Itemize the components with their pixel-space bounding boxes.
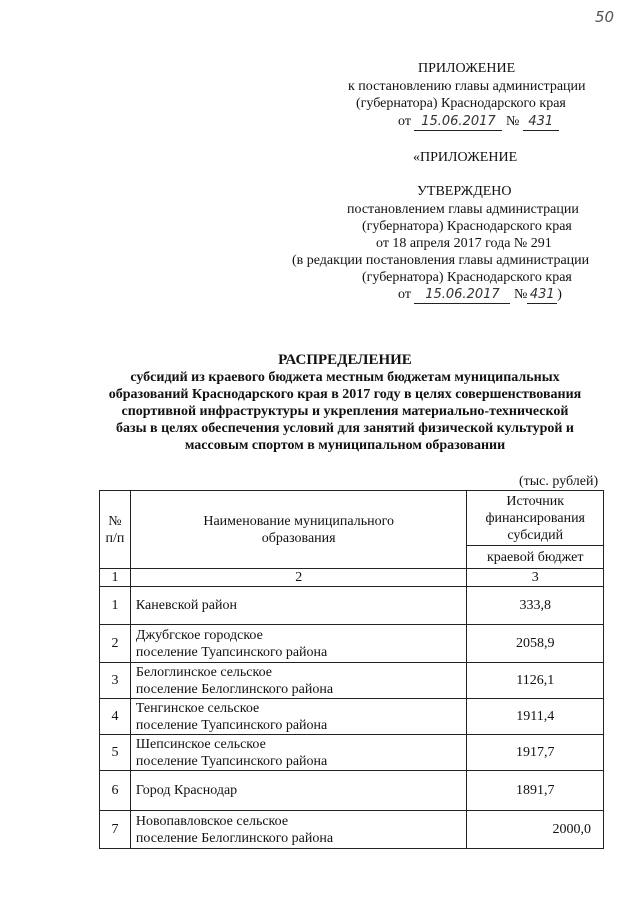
col-header-num: № п/п (100, 491, 131, 569)
table-row (100, 735, 604, 771)
number-sign: № (505, 114, 520, 129)
row-name-line: поселение Белоглинского района (135, 830, 334, 846)
document-title (95, 351, 595, 454)
approved-label: УТВЕРЖДЕНО (417, 184, 512, 199)
row-num: 4 (100, 699, 131, 735)
handwritten-date: 15.06.2017 (421, 114, 496, 129)
approved-line-1: постановлением главы администрации (347, 202, 579, 217)
approved-line-5: (губернатора) Краснодарского края (362, 270, 572, 285)
title-line-2: образований Краснодарского края в 2017 году в целях совершенствования (108, 387, 582, 402)
index-cell: 3 (467, 569, 604, 587)
date-underline (414, 114, 502, 131)
row-value: 333,8 (467, 587, 604, 625)
row-num: 2 (100, 625, 131, 663)
index-cell: 2 (130, 569, 467, 587)
page-number: 50 (595, 8, 615, 26)
row-name-line: поселение Туапсинского района (135, 644, 328, 660)
table-index-row (100, 569, 604, 587)
table-row (100, 699, 604, 735)
row-name (130, 663, 467, 699)
from-label: от (398, 114, 411, 129)
row-name (130, 625, 467, 663)
row-num: 6 (100, 771, 131, 811)
row-name-line: поселение Белоглинского района (135, 681, 334, 697)
table-row (100, 771, 604, 811)
units-label: (тыс. рублей) (519, 474, 599, 489)
appendix-quote: «ПРИЛОЖЕНИЕ (413, 150, 518, 165)
row-name-line: Джубгское городское (135, 627, 263, 643)
index-cell: 1 (100, 569, 131, 587)
appendix-line-2: (губернатора) Краснодарского края (356, 96, 566, 111)
title-line-1: субсидий из краевого бюджета местным бюджетам муниципальных (130, 370, 560, 385)
row-num: 3 (100, 663, 131, 699)
col-header-name: Наименование муниципального образования (130, 491, 467, 569)
handwritten-number: 431 (529, 287, 555, 302)
row-value: 2000,0 (467, 811, 604, 849)
appendix-title: ПРИЛОЖЕНИЕ (418, 61, 516, 76)
number-underline (527, 287, 557, 304)
row-name (130, 735, 467, 771)
col-header-budget: краевой бюджет (467, 546, 604, 569)
closing-paren: ) (557, 287, 562, 302)
distribution-table (99, 490, 604, 849)
row-num: 5 (100, 735, 131, 771)
row-num: 1 (100, 587, 131, 625)
title-line-5: массовым спортом в муниципальном образовании (184, 438, 506, 453)
row-value: 2058,9 (467, 625, 604, 663)
row-name-line: Шепсинское сельское (135, 736, 266, 752)
approved-date-line (398, 286, 562, 304)
row-name (130, 587, 467, 625)
table-row (100, 663, 604, 699)
handwritten-date: 15.06.2017 (425, 287, 500, 302)
appendix-line-1: к постановлению главы администрации (348, 79, 586, 94)
number-sign: № (513, 287, 528, 302)
table-row (100, 811, 604, 849)
row-name-line: поселение Туапсинского района (135, 753, 328, 769)
row-name-line: поселение Туапсинского района (135, 717, 328, 733)
table-header-row (100, 491, 604, 546)
table-row (100, 587, 604, 625)
from-label: от (398, 287, 411, 302)
approved-line-4: (в редакции постановления главы администрации (292, 253, 590, 268)
row-name (130, 699, 467, 735)
title-line-3: спортивной инфраструктуры и укрепления материально-технической (121, 404, 569, 419)
approved-line-3: от 18 апреля 2017 года № 291 (376, 236, 552, 251)
date-underline (414, 287, 510, 304)
row-name-line: Новопавловское сельское (135, 813, 289, 829)
row-name (130, 811, 467, 849)
row-value: 1891,7 (467, 771, 604, 811)
row-num: 7 (100, 811, 131, 849)
approved-line-2: (губернатора) Краснодарского края (362, 219, 572, 234)
row-value: 1911,4 (467, 699, 604, 735)
row-value: 1126,1 (467, 663, 604, 699)
handwritten-number: 431 (528, 114, 554, 129)
number-underline (523, 114, 559, 131)
row-name (130, 771, 467, 811)
table-row (100, 625, 604, 663)
row-value: 1917,7 (467, 735, 604, 771)
row-name-line: Тенгинское сельское (135, 700, 260, 716)
row-name-line: Белоглинское сельское (135, 664, 272, 680)
appendix-date-line (398, 113, 559, 131)
col-header-source: Источник финансирования субсидий (467, 491, 604, 546)
title-main: РАСПРЕДЕЛЕНИЕ (278, 352, 412, 368)
row-name-line: Каневской район (135, 598, 238, 613)
row-name-line: Город Краснодар (135, 783, 238, 798)
title-line-4: базы в целях обеспечения условий для занятий физической культурой и (115, 421, 574, 436)
